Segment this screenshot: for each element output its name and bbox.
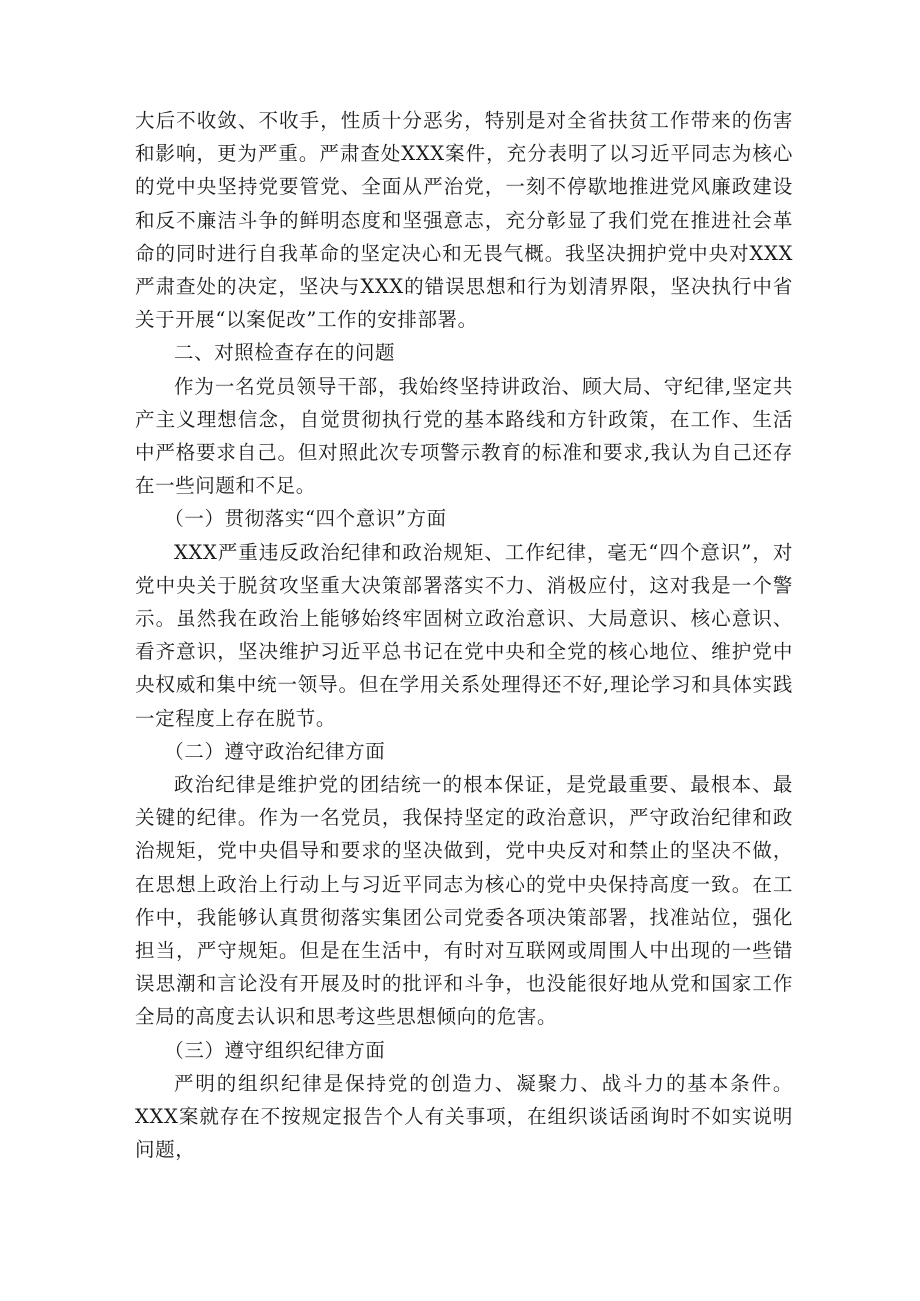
paragraph-continuation: 大后不收敛、不收手，性质十分恶劣，特别是对全省扶贫工作带来的伤害和影响，更为严重。严肃查处XXX案件，充分表明了以习近平同志为核心的党中央坚持党要管党、全面从严治党，一刻不停歇地推进党风廉政建设和反不廉洁斗争的鲜明态度和坚强意志，充分彰显了我们党在推进社会革命的同时进行自我革命的坚定决心和无畏气概。我坚决拥护党中央对XXX严肃查处的决定，坚决与XXX的错误思想和行为划清界限，坚决执行中省关于开展“以案促改”工作的安排部署。: [135, 109, 793, 332]
paragraph-organizational-discipline: 严明的组织纪律是保持党的创造力、凝聚力、战斗力的基本条件。XXX案就存在不按规定报告个人有关事项，在组织谈话函询时不如实说明问题，: [135, 1071, 793, 1162]
subheading-political-discipline: （二）遵守政治纪律方面: [164, 739, 386, 763]
subheading-four-consciousness: （一）贯彻落实“四个意识”方面: [164, 507, 447, 531]
paragraph-intro: 作为一名党员领导干部，我始终坚持讲政治、顾大局、守纪律,坚定共产主义理想信念，自觉贯彻执行党的基本路线和方针政策，在工作、生活中严格要求自己。但对照此次专项警示教育的标准和要求,我认为自己还存在一些问题和不足。: [135, 374, 793, 498]
subheading-organizational-discipline: （三）遵守组织纪律方面: [164, 1038, 386, 1062]
paragraph-political-discipline: 政治纪律是维护党的团结统一的根本保证，是党最重要、最根本、最关键的纪律。作为一名党员，我保持坚定的政治意识，严守政治纪律和政治规矩，党中央倡导和要求的坚决做到，党中央反对和禁止的坚决不做，在思想上政治上行动上与习近平同志为核心的党中央保持高度一致。在工作中，我能够认真贯彻落实集团公司党委各项决策部署，找准站位，强化担当，严守规矩。但是在生活中，有时对互联网或周围人中出现的一些错误思潮和言论没有开展及时的批评和斗争，也没能很好地从党和国家工作全局的高度去认识和思考这些思想倾向的危害。: [135, 773, 793, 1029]
document-page: [135, 104, 793, 1167]
section-heading-problems: 二、对照检查存在的问题: [174, 341, 396, 365]
paragraph-four-consciousness: XXX严重违反政治纪律和政治规矩、工作纪律，毫无“四个意识”，对党中央关于脱贫攻坚重大决策部署落实不力、消极应付，这对我是一个警示。虽然我在政治上能够始终牢固树立政治意识、大局意识、核心意识、看齐意识，坚决维护习近平总书记在党中央和全党的核心地位、维护党中央权威和集中统一领导。但在学用关系处理得还不好,理论学习和具体实践一定程度上存在脱节。: [135, 540, 793, 730]
